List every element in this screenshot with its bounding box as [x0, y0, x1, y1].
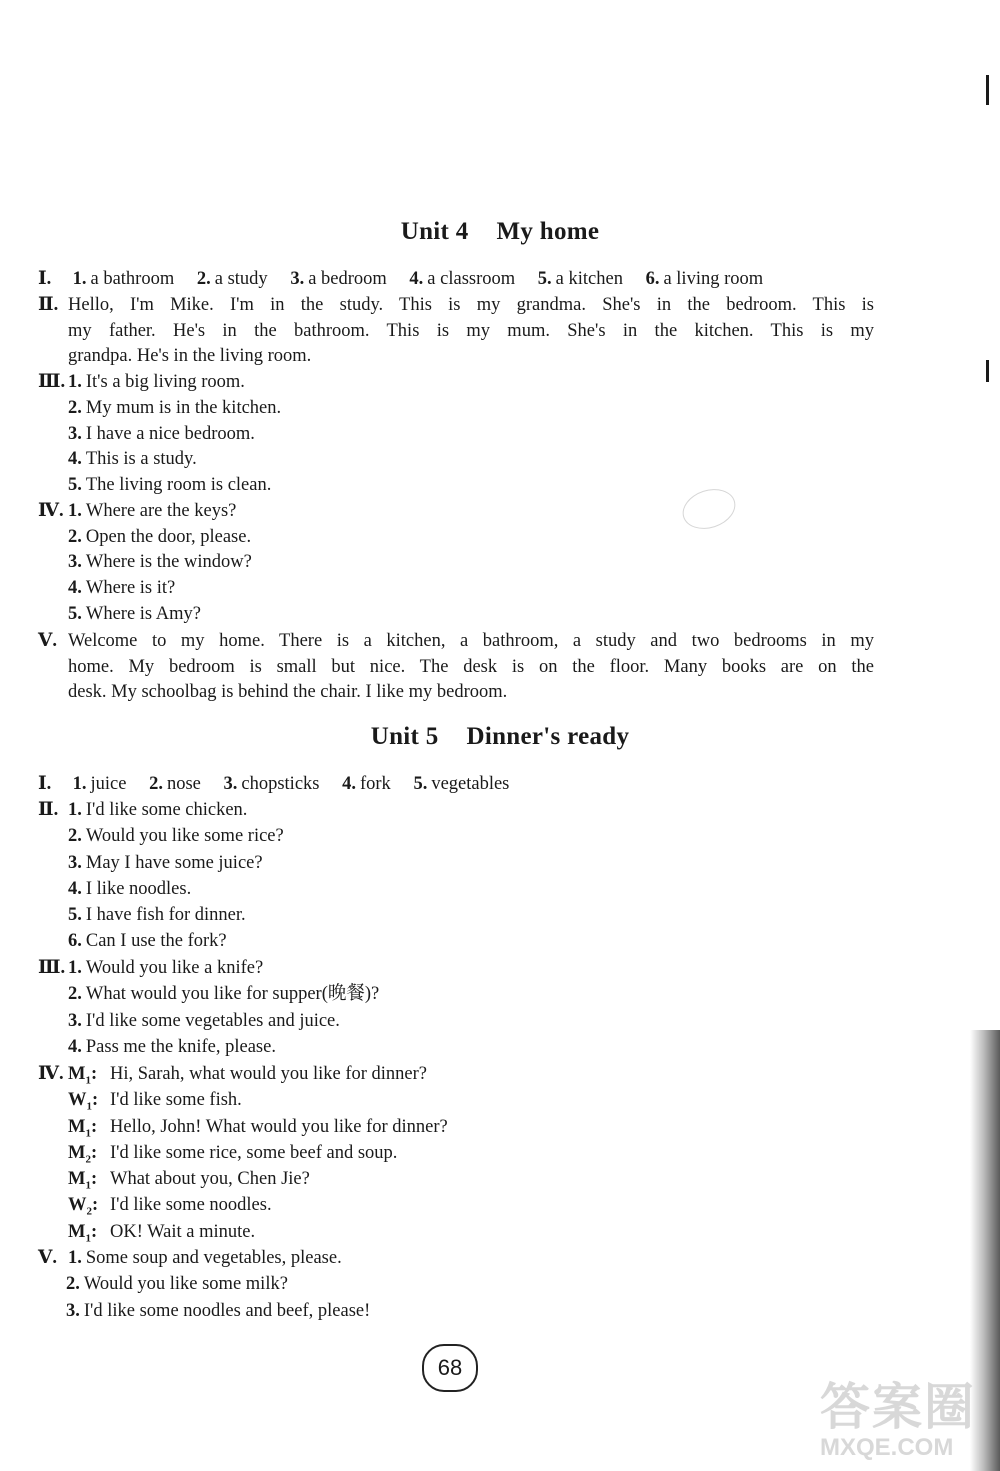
unit4-section4-item: 4. Where is it? — [68, 578, 176, 598]
speaker-label: $M_2$: — [68, 1143, 98, 1166]
section-numeral: Ⅰ. — [38, 774, 52, 794]
unit5-section2-item: Ⅱ. 1. I'd like some chicken. — [38, 800, 248, 820]
dialogue-line: $W_1$: I'd like some fish. — [68, 1088, 242, 1119]
dialogue-line: $M_1$: Hello, John! What would you like for dinner? — [68, 1115, 448, 1146]
speaker-label: $M_1$: — [68, 1117, 98, 1140]
unit5-section3-item: 4. Pass me the knife, please. — [68, 1037, 276, 1057]
unit5-section5-item: 3. I'd like some noodles and beef, please! — [66, 1301, 371, 1321]
unit5-section2-item: 5. I have fish for dinner. — [68, 905, 246, 925]
unit4-section5-line1: Ⅴ. Welcome to my home. There is a kitchen, a bathroom, a study and two bedrooms in my — [38, 631, 874, 651]
list-item: 2. nose — [149, 774, 201, 794]
list-item: 3. a bedroom — [290, 269, 387, 289]
unit5-section2-item: 4. I like noodles. — [68, 879, 192, 899]
unit5-number: Unit 5 — [370, 723, 439, 750]
section-numeral: Ⅲ. — [38, 958, 66, 978]
section-numeral: Ⅰ. — [38, 269, 52, 289]
speaker-label: $M_1$: — [68, 1222, 98, 1245]
unit4-section5-line3: desk. My schoolbag is behind the chair. I like my bedroom. — [68, 682, 508, 702]
speaker-label: $W_2$: — [68, 1195, 99, 1218]
list-item: 1. a bathroom — [72, 269, 175, 289]
unit4-section3-item: 3. I have a nice bedroom. — [68, 424, 255, 444]
unit5-section1 — [38, 772, 527, 796]
dialogue-line: $W_2$: I'd like some noodles. — [68, 1193, 272, 1224]
list-item: 3. chopsticks — [223, 774, 320, 794]
unit5-section3-item: 3. I'd like some vegetables and juice. — [68, 1011, 340, 1031]
unit5-section3-item: 2. What would you like for supper(晚餐)? — [68, 984, 380, 1004]
unit5-name: Dinner's ready — [466, 723, 630, 750]
section-numeral: Ⅴ. — [38, 1248, 57, 1268]
speaker-label: $W_1$: — [68, 1090, 99, 1113]
section-numeral: Ⅱ. — [38, 800, 59, 820]
unit5-section2-item: 6. Can I use the fork? — [68, 931, 227, 951]
unit4-section3-item: 5. The living room is clean. — [68, 475, 272, 495]
unit4-section1 — [38, 267, 763, 291]
unit4-section4-item: 3. Where is the window? — [68, 552, 252, 572]
list-item: 4. a classroom — [409, 269, 516, 289]
list-item: 5. a kitchen — [537, 269, 623, 289]
speaker-label: $M_1$: — [68, 1169, 98, 1192]
unit4-number: Unit 4 — [400, 218, 469, 245]
list-item: 6. a living room — [645, 269, 764, 289]
page-number: 68 — [422, 1344, 478, 1392]
unit4-section2-line1: Ⅱ. Hello, I'm Mike. I'm in the study. This is my grandma. She's in the bedroom. This is — [38, 295, 874, 315]
section-numeral: Ⅱ. — [38, 295, 59, 315]
list-item: 1. juice — [72, 774, 127, 794]
unit4-section2-line2: my father. He's in the bathroom. This is my mum. She's in the kitchen. This is my — [68, 321, 874, 341]
scan-edge-mark — [986, 360, 989, 382]
unit4-section2-line3: grandpa. He's in the living room. — [68, 346, 312, 366]
section-numeral: Ⅲ. — [38, 372, 66, 392]
speaker-label: $M_1$: — [68, 1064, 98, 1087]
site-watermark: 答案圈 MXQE.COM — [820, 1379, 976, 1461]
unit4-name: My home — [496, 218, 600, 245]
unit4-section5-line2: home. My bedroom is small but nice. The desk is on the floor. Many books are on the — [68, 657, 874, 677]
scan-edge-mark — [986, 75, 989, 105]
list-item: 2. a study — [196, 269, 268, 289]
unit4-section4-item: 2. Open the door, please. — [68, 527, 252, 547]
unit5-title — [0, 723, 1000, 751]
unit4-section3-item: Ⅲ. 1. It's a big living room. — [38, 372, 245, 392]
dialogue-line: $M_1$: What about you, Chen Jie? — [68, 1167, 310, 1198]
unit4-section3-item: 2. My mum is in the kitchen. — [68, 398, 282, 418]
dialogue-line: $M_2$: I'd like some rice, some beef and soup. — [68, 1141, 397, 1172]
section-numeral: Ⅳ. — [38, 1064, 64, 1084]
list-item: 5. vegetables — [413, 774, 510, 794]
unit4-title — [0, 218, 1000, 246]
unit5-section5-item: 2. Would you like some milk? — [66, 1274, 288, 1294]
dialogue-line: $M_1$: OK! Wait a minute. — [68, 1220, 255, 1251]
list-item: 4. fork — [342, 774, 391, 794]
unit5-section2-item: 3. May I have some juice? — [68, 853, 263, 873]
unit5-section5-item: Ⅴ. 1. Some soup and vegetables, please. — [38, 1248, 342, 1268]
unit4-section4-item: Ⅳ. 1. Where are the keys? — [38, 501, 237, 521]
unit4-section4-item: 5. Where is Amy? — [68, 604, 201, 624]
dialogue-line: Ⅳ. $M_1$: Hi, Sarah, what would you like for dinner? — [38, 1062, 427, 1093]
section-numeral: Ⅳ. — [38, 501, 64, 521]
faint-stamp — [677, 483, 740, 536]
unit5-section2-item: 2. Would you like some rice? — [68, 826, 284, 846]
unit4-section3-item: 4. This is a study. — [68, 449, 197, 469]
unit5-section3-item: Ⅲ. 1. Would you like a knife? — [38, 958, 264, 978]
section-numeral: Ⅴ. — [38, 631, 57, 651]
